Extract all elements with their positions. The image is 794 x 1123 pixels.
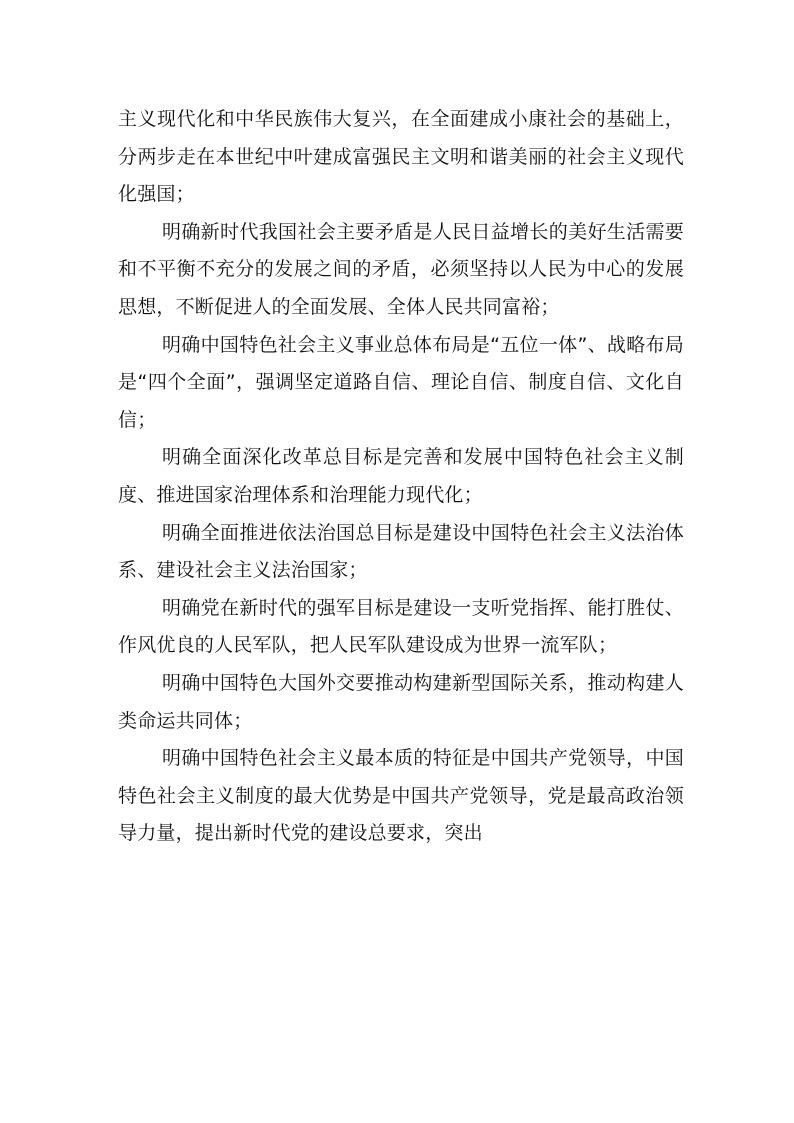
paragraph-deepening-reform: 明确全面深化改革总目标是完善和发展中国特色社会主义制度、推进国家治理体系和治理能力现代化； [118,446,684,506]
paragraph-party-leadership: 明确中国特色社会主义最本质的特征是中国共产党领导，中国特色社会主义制度的最大优势是中国共产党领导，党是最高政治领导力量，提出新时代党的建设总要求，突出 [118,747,684,845]
paragraph-continuation: 主义现代化和中华民族伟大复兴，在全面建成小康社会的基础上，分两步走在本世纪中叶建成富强民主文明和谐美丽的社会主义现代化强国； [118,108,684,206]
document-page [118,101,684,853]
paragraph-strong-military: 明确党在新时代的强军目标是建设一支听党指挥、能打胜仗、作风优良的人民军队，把人民军队建设成为世界一流军队； [118,596,684,657]
paragraph-principal-contradiction: 明确新时代我国社会主要矛盾是人民日益增长的美好生活需要和不平衡不充分的发展之间的矛盾，必须坚持以人民为中心的发展思想，不断促进人的全面发展、全体人民共同富裕； [118,220,684,318]
paragraph-major-country-diplomacy: 明确中国特色大国外交要推动构建新型国际关系，推动构建人类命运共同体； [118,671,684,732]
paragraph-rule-of-law: 明确全面推进依法治国总目标是建设中国特色社会主义法治体系、建设社会主义法治国家； [118,521,684,582]
paragraph-overall-layout: 明确中国特色社会主义事业总体布局是“五位一体”、战略布局是“四个全面”，强调坚定道路自信、理论自信、制度自信、文化自信； [118,333,684,431]
